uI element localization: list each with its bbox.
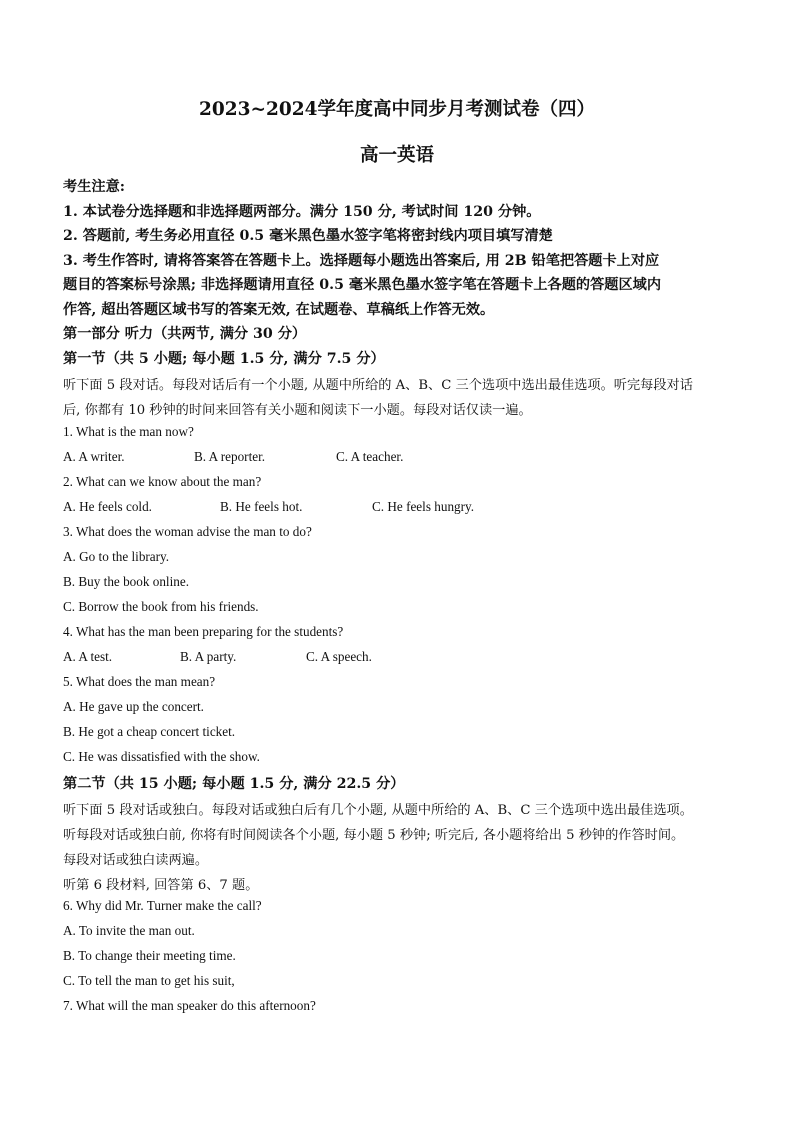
notice-item-2: 2. 答题前, 考生务必用直径 0.5 毫米黑色墨水签字笔将密封线内项目填写清楚 xyxy=(63,228,553,244)
section2-heading: 第二节（共 15 小题; 每小题 1.5 分, 满分 22.5 分） xyxy=(63,776,405,792)
section1-instructions-line-2: 后, 你都有 10 秒钟的时间来回答有关小题和阅读下一小题。每段对话仅读一遍。 xyxy=(63,403,532,418)
question-2-option-a: A. He feels cold. xyxy=(63,499,152,514)
question-6-option-c: C. To tell the man to get his suit, xyxy=(63,973,235,988)
question-2: 2. What can we know about the man? xyxy=(63,474,262,489)
question-4: 4. What has the man been preparing for the students? xyxy=(63,624,344,639)
question-6-option-b: B. To change their meeting time. xyxy=(63,948,236,963)
section2-instructions-line-2: 听每段对话或独白前, 你将有时间阅读各个小题, 每小题 5 秒钟; 听完后, 各小题将给出 5 秒钟的作答时间。 xyxy=(63,828,685,843)
section2-instructions-line-1: 听下面 5 段对话或独白。每段对话或独白后有几个小题, 从题中所给的 A、B、C 三个选项中选出最佳选项。 xyxy=(63,803,693,818)
question-3-option-a: A. Go to the library. xyxy=(63,549,170,564)
question-4-option-b: B. A party. xyxy=(180,649,237,664)
question-5-option-b: B. He got a cheap concert ticket. xyxy=(63,724,236,739)
question-2-option-b: B. He feels hot. xyxy=(220,499,303,514)
question-1: 1. What is the man now? xyxy=(63,424,194,439)
exam-title: 2023~2024学年度高中同步月考测试卷（四） xyxy=(199,99,595,120)
question-4-option-c: C. A speech. xyxy=(306,649,372,664)
question-6: 6. Why did Mr. Turner make the call? xyxy=(63,898,262,913)
part1-heading: 第一部分 听力（共两节, 满分 30 分） xyxy=(63,326,307,342)
notice-item-3-line-3: 作答, 超出答题区域书写的答案无效, 在试题卷、草稿纸上作答无效。 xyxy=(63,302,495,318)
question-4-option-a: A. A test. xyxy=(63,649,113,664)
section1-heading: 第一节（共 5 小题; 每小题 1.5 分, 满分 7.5 分） xyxy=(63,351,385,367)
notice-item-3-line-2: 题目的答案标号涂黑; 非选择题请用直径 0.5 毫米黑色墨水签字笔在答题卡上各题的答题区域内 xyxy=(63,277,662,293)
question-3: 3. What does the woman advise the man to do? xyxy=(63,524,312,539)
material-6-instruction: 听第 6 段材料, 回答第 6、7 题。 xyxy=(63,878,259,893)
notice-item-1: 1. 本试卷分选择题和非选择题两部分。满分 150 分, 考试时间 120 分钟。 xyxy=(63,204,541,220)
question-3-option-b: B. Buy the book online. xyxy=(63,574,190,589)
question-1-option-a: A. A writer. xyxy=(63,449,125,464)
question-5-option-a: A. He gave up the concert. xyxy=(63,699,204,714)
question-1-option-c: C. A teacher. xyxy=(336,449,404,464)
exam-subject: 高一英语 xyxy=(359,145,434,166)
notice-item-3-line-1: 3. 考生作答时, 请将答案答在答题卡上。选择题每小题选出答案后, 用 2B 铅笔把答题卡上对应 xyxy=(63,253,660,269)
question-3-option-c: C. Borrow the book from his friends. xyxy=(63,599,259,614)
question-6-option-a: A. To invite the man out. xyxy=(63,923,195,938)
section2-instructions-line-3: 每段对话或独白读两遍。 xyxy=(63,853,209,868)
question-5-option-c: C. He was dissatisfied with the show. xyxy=(63,749,260,764)
question-7: 7. What will the man speaker do this afternoon? xyxy=(63,998,316,1013)
question-1-option-b: B. A reporter. xyxy=(194,449,266,464)
notice-heading: 考生注意: xyxy=(63,179,125,195)
question-5: 5. What does the man mean? xyxy=(63,674,216,689)
question-2-option-c: C. He feels hungry. xyxy=(372,499,475,514)
section1-instructions-line-1: 听下面 5 段对话。每段对话后有一个小题, 从题中所给的 A、B、C 三个选项中选出最佳选项。听完每段对话 xyxy=(63,378,693,393)
